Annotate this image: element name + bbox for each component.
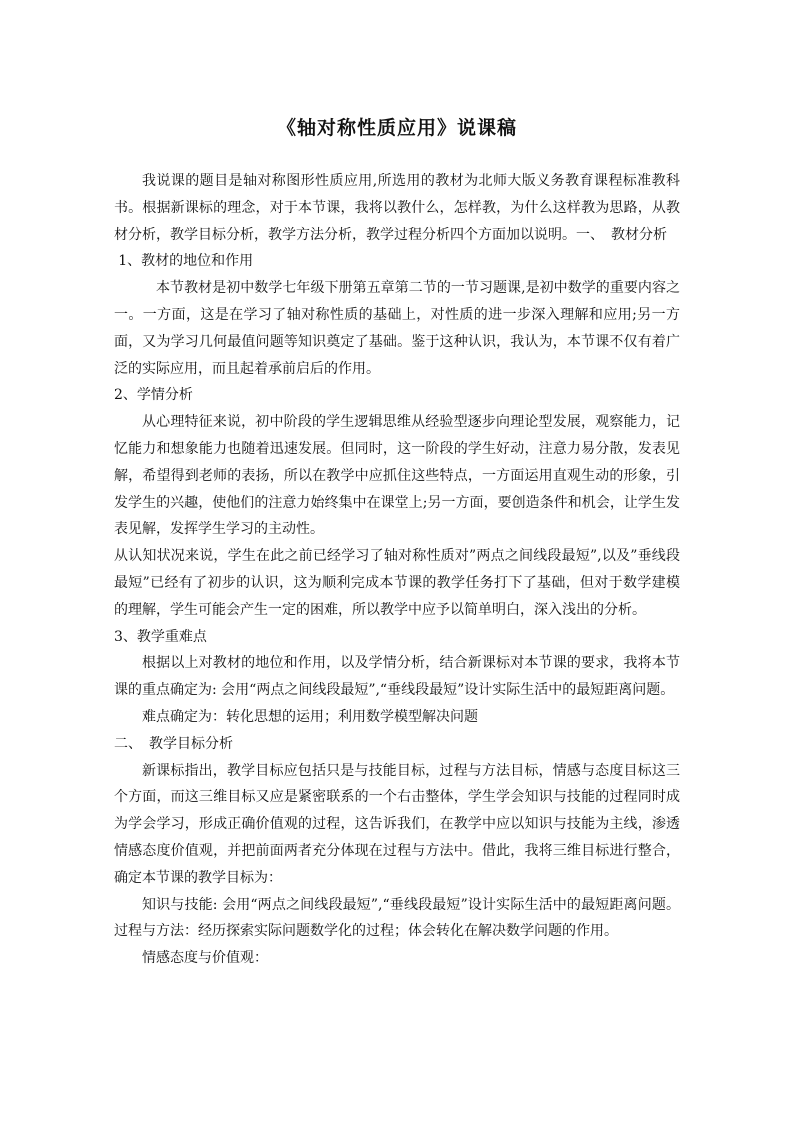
paragraph-textbook-position: 本节教材是初中数学七年级下册第五章第二节的一节习题课,是初中数学的重要内容之一。一方面，这是在学习了轴对称性质的基础上，对性质的进一步深入理解和应用;另一方面，又为学习几何最值问题等知识奠定了基础。鉴于这种认识，我认为，本节课不仅有着广泛的实际应用，而且起着承前启后的作用。 <box>114 280 680 377</box>
paragraph-difficulty: 难点确定为：转化思想的运用；利用数学模型解决问题 <box>142 708 478 725</box>
heading-objectives: 二、 教学目标分析 <box>114 735 233 752</box>
document-body <box>114 168 680 972</box>
paragraph-knowledge-skills: 知识与技能: 会用“两点之间线段最短”,“垂线段最短”设计实际生活中的最短距离问题。过程与方法：经历探索实际问题数学化的过程；体会转化在解决数学问题的作用。 <box>114 896 680 940</box>
paragraph-psychology: 从心理特征来说，初中阶段的学生逻辑思维从经验型逐步向理论型发展，观察能力，记忆能力和想象能力也随着迅速发展。但同时，这一阶段的学生好动，注意力易分散，发表见解，希望得到老师的表扬，所以在教学中应抓住这些特点，一方面运用直观生动的形象，引发学生的兴趣，使他们的注意力始终集中在课堂上;另一方面，要创造条件和机会，让学生发表见解，发挥学生学习的主动性。 <box>114 414 680 538</box>
heading-student-analysis: 2、学情分析 <box>114 387 193 404</box>
heading-key-points: 3、教学重难点 <box>114 628 207 645</box>
paragraph-key-points: 根据以上对教材的地位和作用，以及学情分析，结合新课标对本节课的要求，我将本节课的重点确定为: 会用“两点之间线段最短”,“垂线段最短”设计实际生活中的最短距离问题。 <box>114 655 680 699</box>
heading-textbook-position: 1、教材的地位和作用 <box>118 253 254 270</box>
document-title: 《轴对称性质应用》说课稿 <box>276 117 517 139</box>
paragraph-intro: 我说课的题目是轴对称图形性质应用,所选用的教材为北师大版义务教育课程标准教科书。根据新课标的理念，对于本节课，我将以教什么，怎样教，为什么这样教为思路，从教材分析，教学目标分析，教学方法分析，教学过程分析四个方面加以说明。一、 教材分析 <box>114 173 680 243</box>
paragraph-cognition: 从认知状况来说，学生在此之前已经学习了轴对称性质对”两点之间线段最短”,以及”垂线段最短”已经有了初步的认识，这为顺利完成本节课的教学任务打下了基础，但对于数学建模的理解，学生可能会产生一定的困难，所以教学中应予以简单明白，深入浅出的分析。 <box>114 548 680 618</box>
paragraph-objectives: 新课标指出，教学目标应包括只是与技能目标，过程与方法目标，情感与态度目标这三个方面，而这三维目标又应是紧密联系的一个右击整体，学生学会知识与技能的过程同时成为学会学习，形成正确价值观的过程，这告诉我们，在教学中应以知识与技能为主线，渗透情感态度价值观，并把前面两者充分体现在过程与方法中。借此，我将三维目标进行整合，确定本节课的教学目标为： <box>114 762 680 886</box>
paragraph-emotion-values: 情感态度与价值观： <box>142 950 268 967</box>
